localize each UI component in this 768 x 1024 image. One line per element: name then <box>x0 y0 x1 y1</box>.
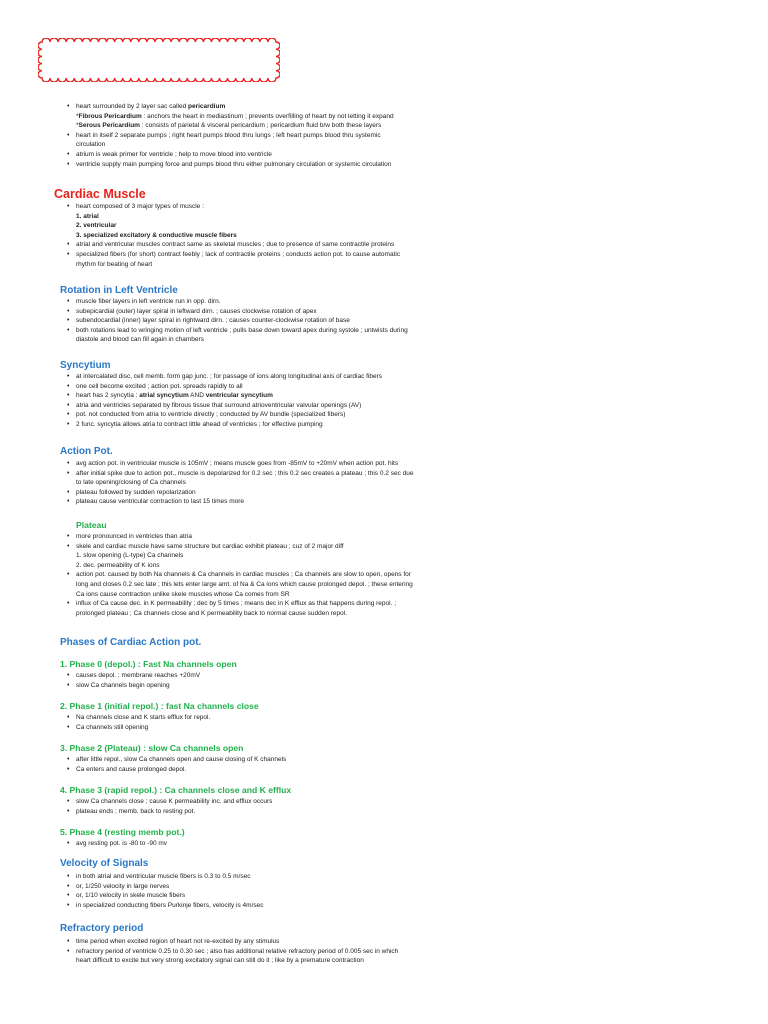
list-item: • in specialized conducting fibers Purkinje fibers, velocity is 4m/sec <box>76 901 496 911</box>
velocity-list <box>76 872 496 910</box>
list-item: • or, 1/10 velocity in skele muscle fibers <box>76 891 496 901</box>
list-item: 1. atrial <box>76 212 99 220</box>
list-item: • atrium is weak primer for ventricle ; help to move blood into ventricle <box>76 150 496 160</box>
list-item: • in both atrial and ventricular muscle fibers is 0.3 to 0.5 m/sec <box>76 872 496 882</box>
section-title-action-pot: Action Pot. <box>60 446 113 457</box>
list-item: • subepicardial (outer) layer spiral in leftward dirn. ; causes clockwise rotation of apex <box>76 307 496 317</box>
phase-items <box>76 713 496 732</box>
list-item: • muscle fiber layers in left ventricle run in opp. dirn. <box>76 297 496 307</box>
list-item: • avg resting pot. is -80 to -90 mv <box>76 839 496 849</box>
phase-heading: 1. Phase 0 (depol.) : Fast Na channels open <box>60 659 237 669</box>
list-item: *Fibrous Pericardium : anchors the heart in mediastinum ; prevents overfilling of heart by not letting it expand <box>76 112 394 120</box>
phase-items <box>76 797 496 816</box>
intro-list <box>76 102 496 169</box>
list-item: to late opening/closing of Ca channels <box>76 479 186 487</box>
section-title-velocity: Velocity of Signals <box>60 858 149 869</box>
list-item: • heart composed of 3 major types of muscle : <box>76 202 496 212</box>
list-item: • Ca enters and cause prolonged depol. <box>76 765 496 775</box>
list-item: • slow Ca channels close ; cause K permeability inc. and efflux occurs <box>76 797 496 807</box>
list-item: • avg action pot. in ventricular muscle is 105mV ; means muscle goes from -85mV to +20mV when action pot. hits <box>76 459 496 469</box>
phase-heading: 5. Phase 4 (resting memb pot.) <box>60 827 185 837</box>
syncytium-list <box>76 372 496 430</box>
list-item: • subendocardial (inner) layer spiral in rightward dirn. ; causes counter-clockwise rotation of base <box>76 316 496 326</box>
section-title-cardiac-muscle: Cardiac Muscle <box>54 187 146 201</box>
list-item: • more pronounced in ventricles than atria <box>76 532 496 542</box>
list-item: • slow Ca channels begin opening <box>76 681 496 691</box>
phase-items <box>76 839 496 849</box>
list-item: • plateau ends ; memb. back to resting pot. <box>76 807 496 817</box>
list-item: long and closes 0.2 sec late ; this lets enter large amt. of Na & Ca ions which cause prolonged depol. ; these entering <box>76 580 413 588</box>
list-item: Ca ions cause contraction unlike skele muscles whose Ca comes from SR <box>76 590 290 598</box>
list-item: • plateau followed by sudden repolarization <box>76 488 496 498</box>
list-item: • refractory period of ventricle 0.25 to 0.30 sec ; also has additional relative refractory period of 0.005 sec in which <box>76 947 496 957</box>
list-item: • heart surrounded by 2 layer sac called pericardium <box>76 102 496 112</box>
cardiac-muscle-list <box>76 202 496 269</box>
list-item: 1. slow opening (L-type) Ca channels <box>76 552 184 560</box>
phase-heading: 2. Phase 1 (initial repol.) : fast Na channels close <box>60 701 259 711</box>
list-item: • time period when excited region of heart not re-excited by any stimulus <box>76 937 496 947</box>
list-item: • atrial and ventricular muscles contract same as skeletal muscles ; due to presence of same contractile proteins <box>76 240 496 250</box>
list-item: • one cell become excited ; action pot. spreads rapidly to all <box>76 382 496 392</box>
list-item: 3. specialized excitatory & conductive muscle fibers <box>76 231 237 239</box>
scalloped-title-frame <box>38 38 280 82</box>
phase-items <box>76 671 496 690</box>
list-item: • heart has 2 syncytia : atrial syncytium AND ventricular syncytium <box>76 391 496 401</box>
plateau-list <box>76 532 496 618</box>
phase-heading: 4. Phase 3 (rapid repol.) : Ca channels close and K efflux <box>60 785 292 795</box>
action-pot-list <box>76 459 496 507</box>
list-item: • pot. not conducted from atria to ventricle directly ; conducted by AV bundle (specialized fibers) <box>76 410 496 420</box>
list-item: 2. ventricular <box>76 222 117 230</box>
list-item: • or, 1/250 velocity in large nerves <box>76 882 496 892</box>
section-title-plateau: Plateau <box>76 520 107 530</box>
list-item: 2. dec. permeability of K ions <box>76 561 160 569</box>
section-title-phases: Phases of Cardiac Action pot. <box>60 637 202 648</box>
list-item: heart difficult to excite but very strong excitatory signal can still do it ; like by a premature contraction <box>76 957 364 965</box>
list-item: • both rotations lead to wringing motion of left ventricle ; pulls base down toward apex during systole ; untwists during <box>76 326 496 336</box>
list-item: • influx of Ca cause dec. in K permeability ; dec by 5 times ; means dec in K efflux as that happens during repol. ; <box>76 599 496 609</box>
list-item: • skele and cardiac muscle have same structure but cardiac exhibit plateau ; cuz of 2 major diff <box>76 542 496 552</box>
section-title-syncytium: Syncytium <box>60 360 111 371</box>
list-item: • heart in itself 2 separate pumps ; right heart pumps blood thru lungs ; left heart pumps blood thru systemic <box>76 131 496 141</box>
list-item: • action pot. caused by both Na channels & Ca channels in cardiac muscles ; Ca channels are slow to open, opens for <box>76 570 496 580</box>
list-item: • at intercalated disc, cell memb. form gap junc. ; for passage of ions along longitudinal axis of cardiac fibers <box>76 372 496 382</box>
list-item: • causes depol. ; membrane reaches +20mV <box>76 671 496 681</box>
list-item: prolonged plateau ; Ca channels close and K permeability back to normal cause sudden repol. <box>76 609 348 617</box>
section-title-refractory: Refractory period <box>60 923 144 934</box>
list-item: rhythm for beating of heart <box>76 260 153 268</box>
rotation-list <box>76 297 496 345</box>
list-item: • after initial spike due to action pot., muscle is depolarized for 0.2 sec ; this 0.2 sec creates a plateau ; this 0.2 sec due <box>76 469 496 479</box>
list-item: • plateau cause ventricular contraction to last 15 times more <box>76 497 496 507</box>
phase-items <box>76 755 496 774</box>
list-item: • Ca channels still opening <box>76 723 496 733</box>
list-item: • ventricle supply main pumping force and pumps blood thru either pulmonary circulation or systemic circulation <box>76 160 496 170</box>
refractory-list <box>76 937 496 966</box>
list-item: diastole and blood can fill again in chambers <box>76 336 204 344</box>
list-item: • atria and ventricles separated by fibrous tissue that surround atrioventricular valvular openings (AV) <box>76 401 496 411</box>
list-item: circulation <box>76 141 106 149</box>
list-item: • specialized fibers (for short) contract feebly ; lack of contractile proteins ; conducts action pot. to cause automatic <box>76 250 496 260</box>
list-item: • 2 func. syncytia allows atria to contract little ahead of ventricles ; for effective pumping <box>76 420 496 430</box>
list-item: • Na channels close and K starts efflux for repol. <box>76 713 496 723</box>
list-item: *Serous Pericardium : consists of parietal & visceral pericardium ; pericardium fluid b/w both these layers <box>76 122 382 130</box>
list-item: • after little repol., slow Ca channels open and cause closing of K channels <box>76 755 496 765</box>
phase-heading: 3. Phase 2 (Plateau) : slow Ca channels open <box>60 743 244 753</box>
section-title-rotation: Rotation in Left Ventricle <box>60 285 178 296</box>
